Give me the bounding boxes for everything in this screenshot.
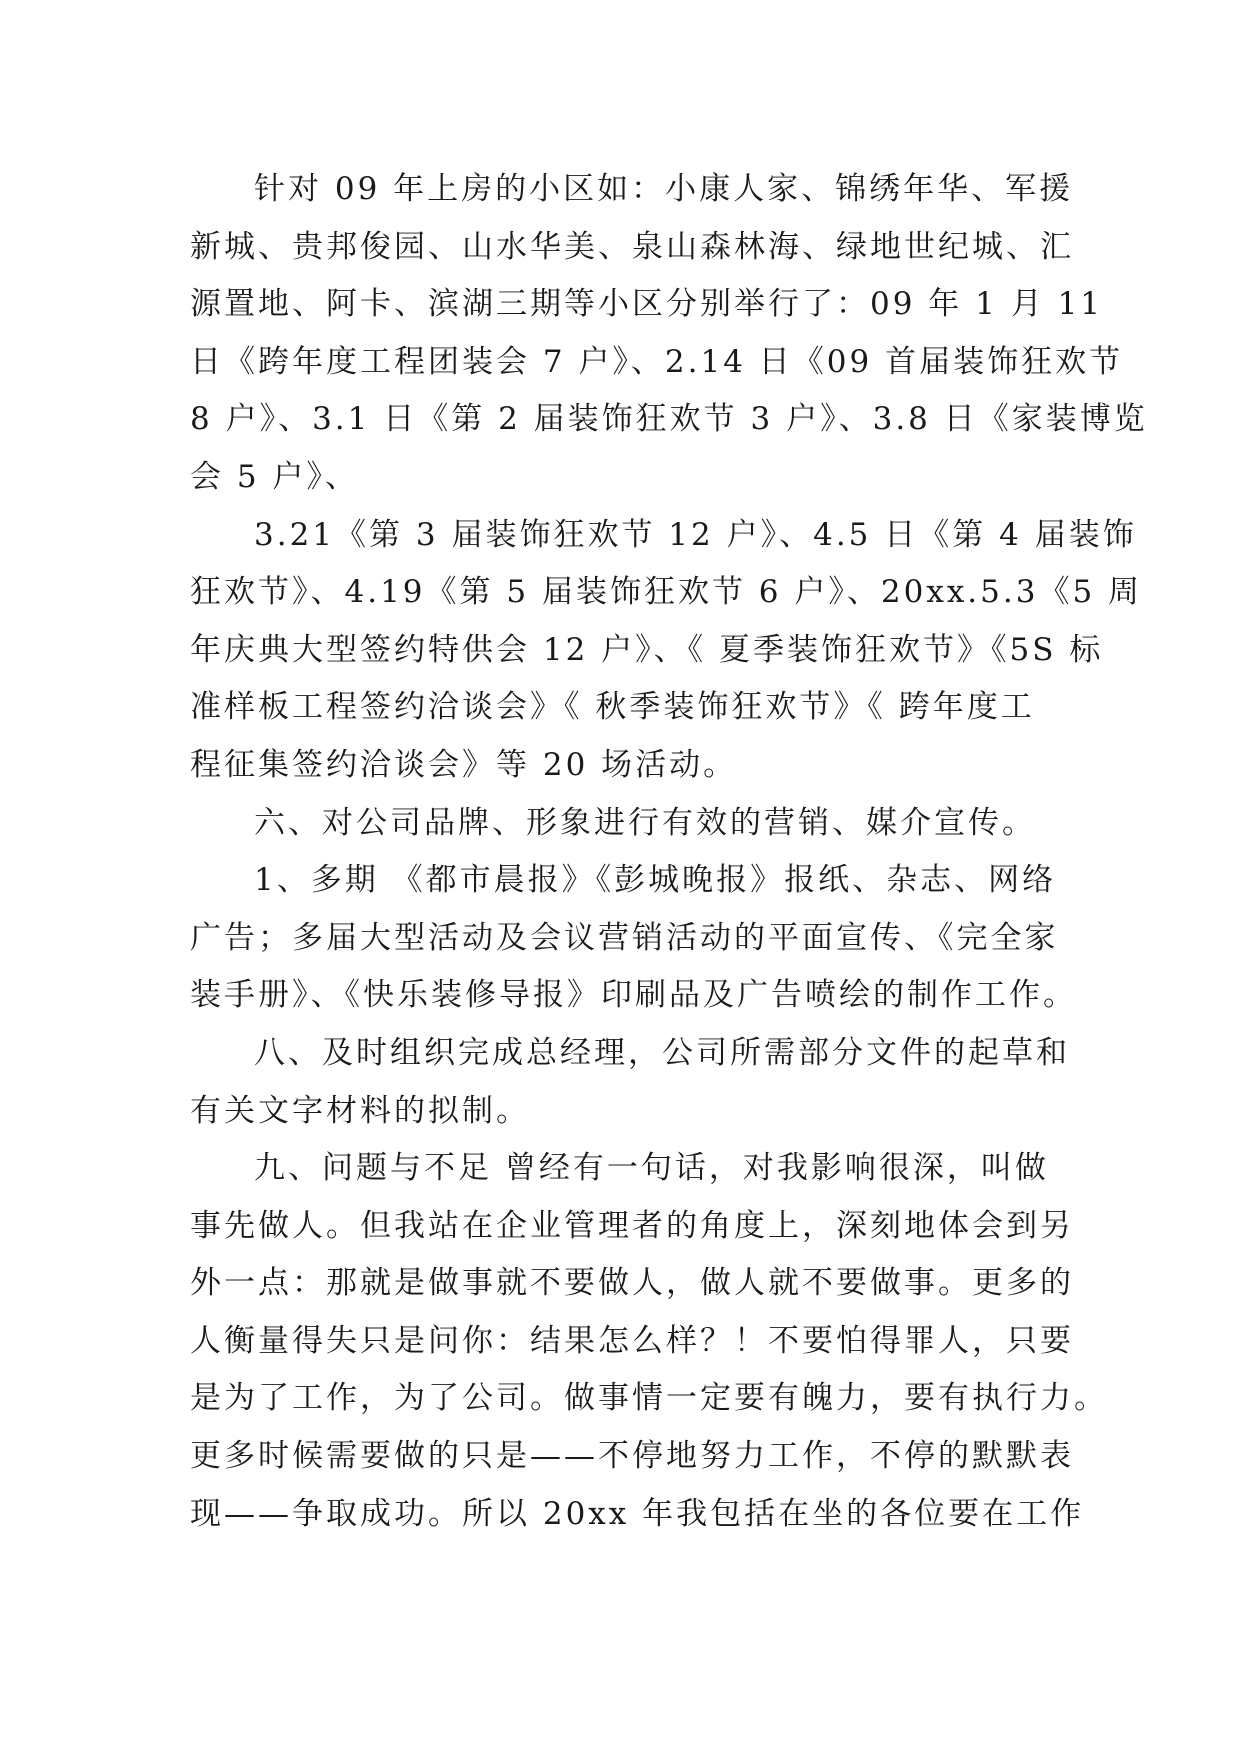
text-line: 准样板工程签约洽谈会》《 秋季装饰狂欢节》《 跨年度工 (190, 689, 1035, 726)
text-line: 事先做人。但我站在企业管理者的角度上，深刻地体会到另 (190, 1207, 1074, 1244)
document-body (190, 161, 1148, 1543)
text-line: 有关文字材料的拟制。 (190, 1092, 530, 1129)
text-line: 狂欢节》、4.19《第 5 届装饰狂欢节 6 户》、20xx.5.3《5 周 (190, 574, 1143, 611)
text-line: 1、多期 《都市晨报》《彭城晚报》报纸、杂志、网络 (254, 862, 1057, 899)
section-heading: 六、对公司品牌、形象进行有效的营销、媒介宣传。 (254, 804, 1036, 841)
text-line: 会 5 户》、 (190, 458, 359, 495)
text-line: 八、及时组织完成总经理，公司所需部分文件的起草和 (254, 1034, 1070, 1071)
text-line: 更多时候需要做的只是——不停地努力工作，不停的默默表 (190, 1438, 1074, 1475)
text-line: 新城、贵邦俊园、山水华美、泉山森林海、绿地世纪城、汇 (190, 228, 1074, 265)
text-line: 8 户》、3.1 日《第 2 届装饰狂欢节 3 户》、3.8 日《家装博览 (190, 401, 1148, 438)
text-line: 3.21《第 3 届装饰狂欢节 12 户》、4.5 日《第 4 届装饰 (254, 516, 1137, 553)
text-line: 九、问题与不足 曾经有一句话，对我影响很深，叫做 (254, 1150, 1049, 1187)
text-line: 装手册》、《快乐装修导报》印刷品及广告喷绘的制作工作。 (190, 977, 1077, 1014)
text-line: 年庆典大型签约特供会 12 户》、《 夏季装饰狂欢节》《5S 标 (190, 631, 1104, 668)
text-line: 程征集签约洽谈会》等 20 场活动。 (190, 746, 738, 783)
text-line: 人衡量得失只是问你：结果怎么样？！不要怕得罪人，只要 (190, 1322, 1074, 1359)
text-line: 广告；多届大型活动及会议营销活动的平面宣传、《完全家 (190, 919, 1059, 956)
text-line: 外一点：那就是做事就不要做人，做人就不要做事。更多的 (190, 1265, 1074, 1302)
text-line: 是为了工作，为了公司。做事情一定要有魄力，要有执行力。 (190, 1380, 1108, 1417)
text-line: 现——争取成功。所以 20xx 年我包括在坐的各位要在工作 (190, 1495, 1085, 1532)
text-line: 针对 09 年上房的小区如：小康人家、锦绣年华、军援 (254, 171, 1074, 207)
text-line: 日《跨年度工程团装会 7 户》、2.14 日《09 首届装饰狂欢节 (190, 343, 1124, 380)
text-line: 源置地、阿卡、滨湖三期等小区分别举行了：09 年 1 月 11 (190, 286, 1104, 323)
